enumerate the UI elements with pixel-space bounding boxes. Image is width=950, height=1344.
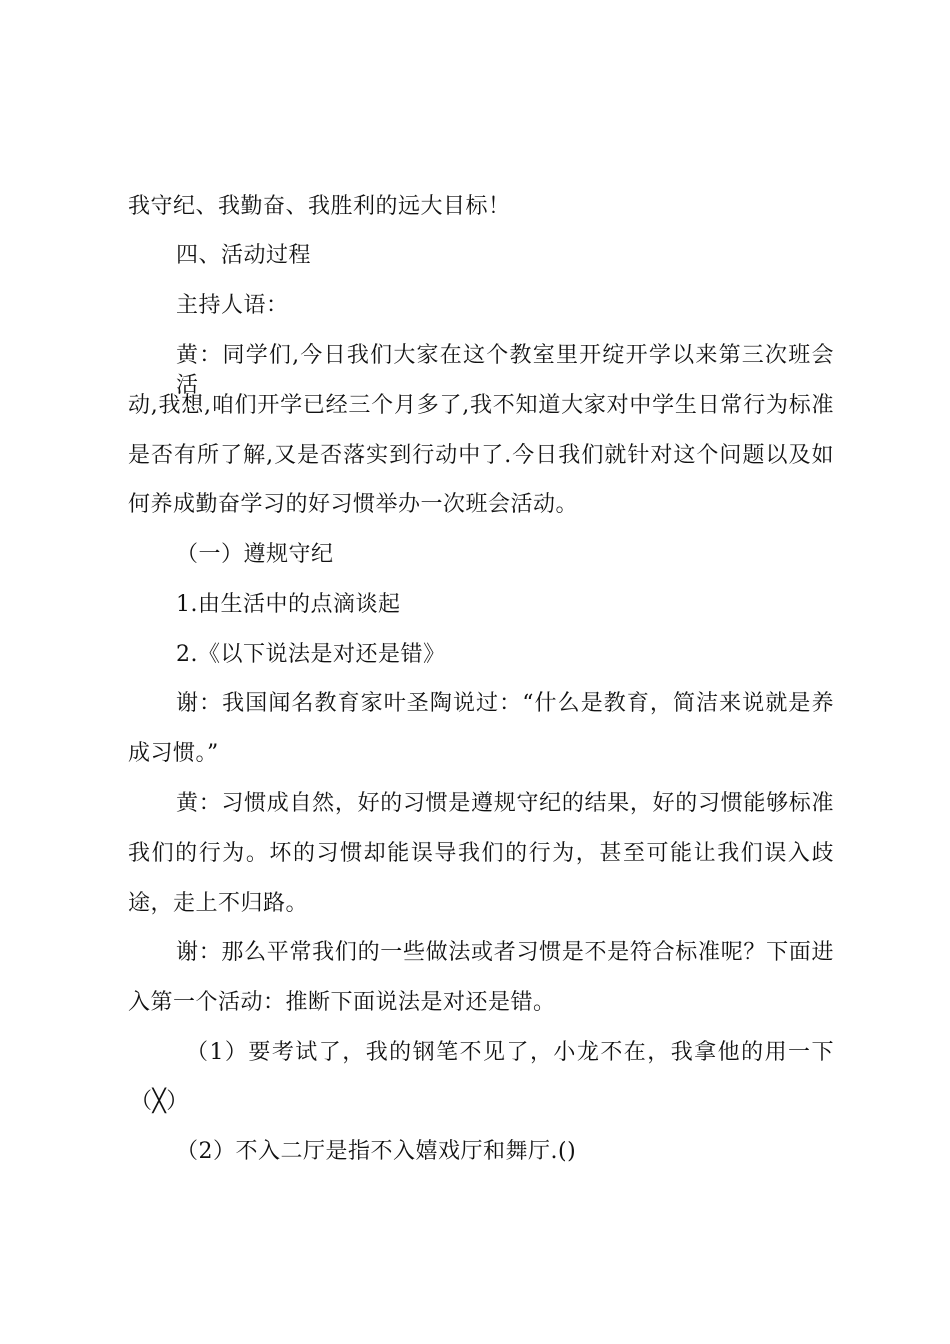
paragraph-line: 成习惯。” [128, 741, 219, 766]
paragraph-line: 入第一个活动：推断下面说法是对还是错。 [128, 990, 556, 1015]
paragraph-line: 黄：习惯成自然，好的习惯是遵规守纪的结果，好的习惯能够标准 [176, 791, 834, 816]
paragraph-line: 谢：我国闻名教育家叶圣陶说过：“什么是教育，简洁来说就是养 [176, 691, 834, 716]
paragraph-line: 主持人语： [176, 293, 289, 318]
paragraph-line: 黄：同学们,今日我们大家在这个教室里开绽开学以来第三次班会活 [176, 343, 834, 398]
paragraph-line: 谢：那么平常我们的一些做法或者习惯是不是符合标准呢？下面进 [176, 940, 834, 965]
section-heading: 四、活动过程 [176, 243, 312, 268]
list-item: （2）不入二厅是指不入嬉戏厅和舞厅.() [176, 1139, 577, 1164]
paragraph-line: 途，走上不归路。 [128, 891, 309, 916]
list-item: （1）要考试了，我的钢笔不见了，小龙不在，我拿他的用一下 [186, 1040, 834, 1065]
answer-mark: （╳） [130, 1089, 189, 1114]
section-heading: （一）遵规守纪 [176, 542, 334, 567]
paragraph-line: 我们的行为。坏的习惯却能误导我们的行为，甚至可能让我们误入歧 [128, 841, 834, 866]
list-item: 1.由生活中的点滴谈起 [176, 592, 401, 617]
paragraph-line: 我守纪、我勤奋、我胜利的远大目标！ [128, 194, 511, 219]
paragraph-line: 何养成勤奋学习的好习惯举办一次班会活动。 [128, 492, 579, 517]
paragraph-line: 是否有所了解,又是否落实到行动中了.今日我们就针对这个问题以及如 [128, 443, 834, 468]
paragraph-line: 动,我想,咱们开学已经三个月多了,我不知道大家对中学生日常行为标准 [128, 393, 834, 418]
list-item: 2.《以下说法是对还是错》 [176, 642, 446, 667]
